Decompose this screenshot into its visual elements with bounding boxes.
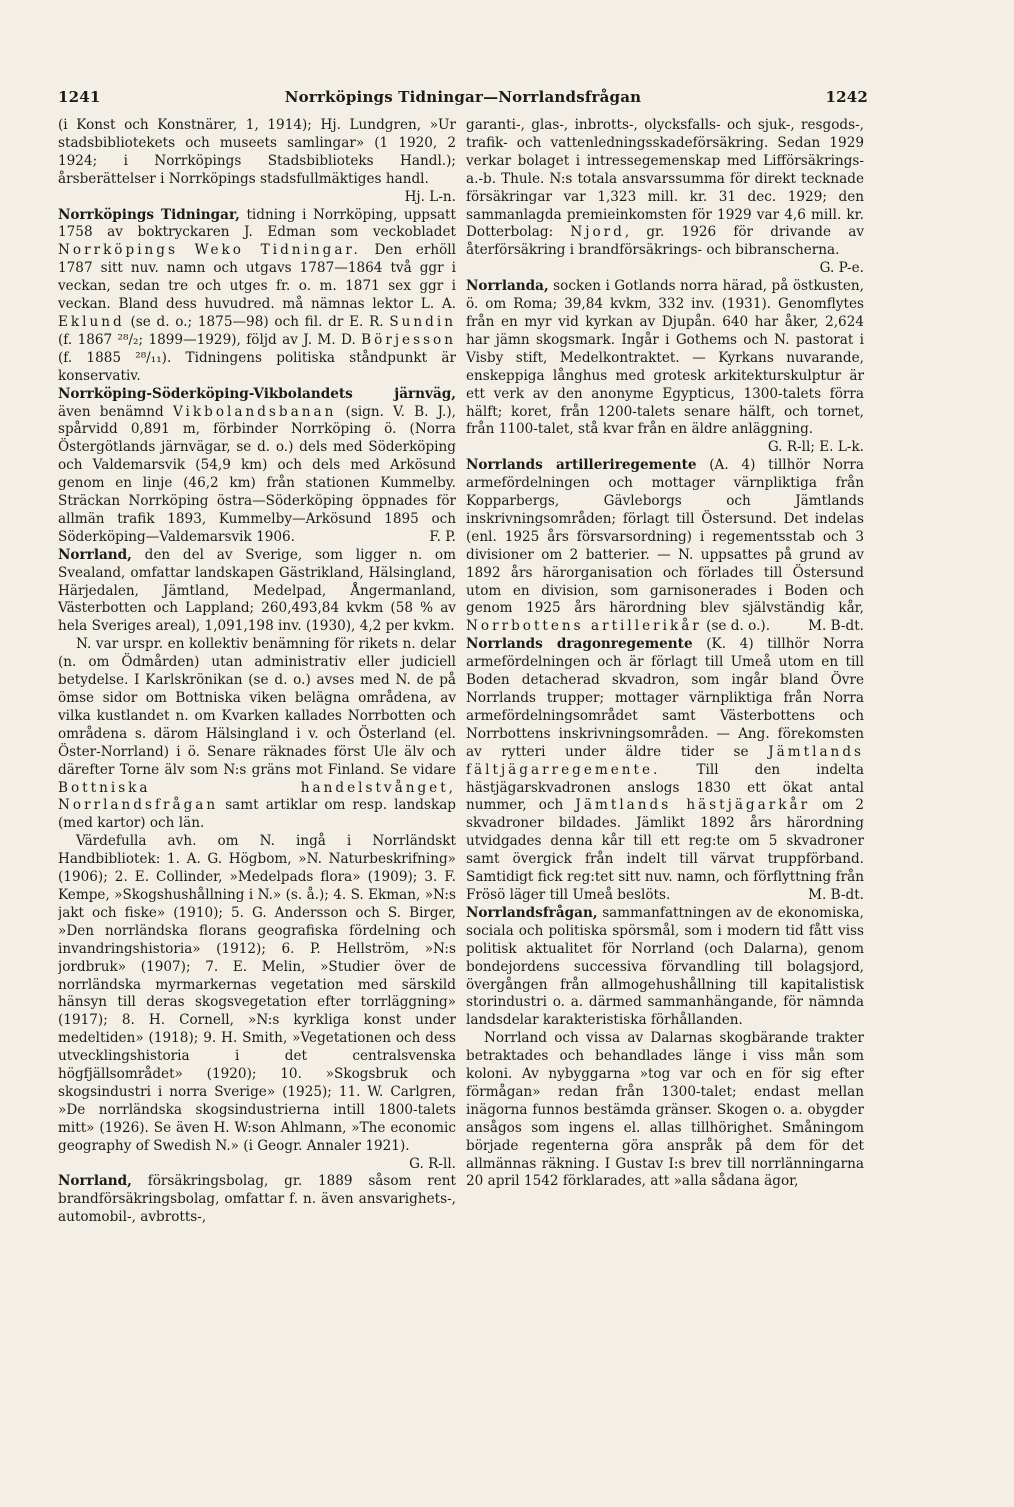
right-column [466, 117, 864, 1457]
headword: Norrland, [58, 546, 132, 563]
page-number-right: 1242 [825, 88, 868, 106]
article-norrlandsfragan-continued: Norrland och vissa av Dalarnas skogbärande trakter betraktades och behandlades länge i viss mån som koloni. Av nybyggarna »tog var och en för sig efter förmågan» redan från 1300-talet; endast mellan inägorna funnos bestämda gränser. Skogen o. a. obygder ansågos som ingens el. allas tillhörighet. Småningom började regenterna göra anspråk på dem för det allmännas räkning. I Gustav I:s brev till norrlänningarna 20 april 1542 förklarades, att »alla sådana ägor, [466, 1030, 864, 1190]
headword: Norrköpings Tidningar, [58, 206, 240, 223]
article-norrlandsfragan: Norrlandsfrågan, sammanfattningen av de ekonomiska, sociala och politiska spörsmål, som i modern tid fått viss politisk aktualitet för Norrland (och Dalarna), genom bondejordens successiva förvandling till bolagsjord, övergången från allmogehushållning till kapitalistisk storindustri o. a. därmed sammanhängande, för nämnda landsdelar karakteristiska förhållanden. [466, 904, 864, 1029]
running-title: Norrköpings Tidningar—Norrlandsfrågan [284, 88, 642, 106]
article-norrland-insurance: Norrland, försäkringsbolag, gr. 1889 såsom rent brandförsäkringsbolag, omfattar f. n. även ansvarighets-, automobil-, avbrotts-, [58, 1173, 456, 1226]
signature: G. R-ll; E. L-k. [767, 439, 864, 456]
signature: M. B-dt. [808, 886, 864, 903]
signature: F. P. [429, 528, 456, 545]
headword: Norrlanda, [466, 278, 549, 295]
signature: G. P-e. [819, 260, 864, 277]
article-norrland-bibliography: Värdefulla avh. om N. ingå i Norrländskt Handbibliotek: 1. A. G. Högbom, »N. Naturbeskrifning» (1906); 2. E. Collinder, »Medelpads flora» (1909); 3. F. Kempe, »Skogshushållning i N.» (s. å.); 4. S. Ekman, »N:s jakt och fiske» (1910); 5. G. Andersson och S. Birger, »Den norrländska florans geografiska fördelning och invandringshistoria» (1912); 6. P. Hellström, »N:s jordbruk» (1907); 7. E. Melin, »Studier över de norrländska myrmarkernas vegetation med särskild hänsyn till deras skogsvegetation efter torrläggning» (1917); 8. H. Cornell, »N:s kyrkliga konst under medeltiden» (1918); 9. H. Smith, »Vegetationen och dess utvecklingshistoria i det centralsvenska högfjällsområdet» (1920); 10. »Skogsbruk och skogsindustri i norra Sverige» (1925); 11. W. Carlgren, »De norrländska skogsindustrierna intill 1800-talets mitt» (1926). Se även H. W:son Ahlmann, »The economic geography of Swedish N.» (i Geogr. Annaler 1921). G. R-ll. [58, 833, 456, 1172]
article-continuation: (i Konst och Konstnärer, 1, 1914); Hj. Lundgren, »Ur stadsbibliotekets och museets samlingar» (1 1920, 2 1924; i Norrköpings Stadsbiblioteks Handl.); årsberättelser i Norrköpings stadsfullmäktiges handl. Hj. L-n. [58, 117, 456, 205]
headword: Norrland, [58, 1173, 132, 1190]
page-header [58, 88, 868, 112]
signature: Hj. L-n. [404, 188, 456, 205]
article-norrland-insurance-continued: garanti-, glas-, inbrotts-, olycksfalls- och sjuk-, resgods-, trafik- och vattenledningsskadeförsäkring. Sedan 1929 verkar bolaget i intressegemenskap med Lifförsäkrings-a.-b. Thule. N:s totala ansvarssumma för direkt tecknade försäkringar var 1,323 mill. kr. 31 dec. 1929; den sammanlagda premieinkomsten för 1929 var 4,6 mill. kr. Dotterbolag: Njord, gr. 1926 för drivande av återförsäkring i brandförsäkrings- och bibranscherna. G. P-e. [466, 117, 864, 277]
article-norrlanda: Norrlanda, socken i Gotlands norra härad, på östkusten, ö. om Roma; 39,84 kvkm, 332 inv. (1931). Genomflytes från en myr vid kyrkan av Djupån. 640 har åker, 2,624 har jämn skogsmark. Ingår i Gothems och N. pastorat i Visby stift, Medelkontraktet. — Kyrkans nuvarande, enskeppiga långhus med grotesk arkitekturskulptur är ett verk av den anonyme Egypticus, 1300-talets förra hälft; koret, från 1200-talets senare hälft, och tornet, från 1100-talet, stå kvar från en äldre anläggning. G. R-ll; E. L-k. [466, 278, 864, 456]
headword: Norrlands dragonregemente [466, 636, 693, 653]
article-dragonregemente: Norrlands dragonregemente (K. 4) tillhör Norra armefördelningen och är förlagt till Umeå utom en till Boden detacherad skvadron, som ingår bland Övre Norrlands trupper; mottager värnpliktiga från Norra armefördelningsområdet samt Västerbottens och Norrbottens inskrivningsområden. — Ang. förekomsten av rytteri under äldre tider se Jämtlands fältjägarregemente. Till den indelta hästjägarskvadronen anslogs 1830 ett ökat antal nummer, och Jämtlands hästjägarkår om 2 skvadroner bildades. Jämlikt 1892 års härordning utvidgades denna kår till ett reg:te om 5 skvadroner samt övergick från indelt till värvat truppförband. Samtidigt fick reg:tet sitt nuv. namn, och förflyttning från Frösö läger till Umeå beslöts. M. B-dt. [466, 636, 864, 903]
article-vikbolandets-jarnvag: Norrköping-Söderköping-Vikbolandets järnväg, även benämnd Vikbolandsbanan (sign. V. B. J.), spårvidd 0,891 m, förbinder Norrköping ö. (Norra Östergötlands järnvägar, se d. o.) dels med Söderköping och Valdemarsvik (54,9 km) och dels med Arkösund genom en linje (46,2 km) från stationen Kummelby. Sträckan Norrköping östra—Söderköping öppnades för allmän trafik 1893, Kummelby—Arkösund 1895 och Söderköping—Valdemarsvik 1906. F. P. [58, 385, 456, 545]
headword: Norrlandsfrågan, [466, 904, 598, 921]
article-norrkopings-tidningar: Norrköpings Tidningar, tidning i Norrköping, uppsatt 1758 av boktryckaren J. Edman som veckobladet Norrköpings Weko Tidningar. Den erhöll 1787 sitt nuv. namn och utgavs 1787—1864 två ggr i veckan, sedan tre och utges fr. o. m. 1871 sex ggr i veckan. Bland dess huvudred. må nämnas lektor L. A. Eklund (se d. o.; 1875—98) och fil. dr E. R. Sundin (f. 1867 ²⁸/₂; 1899—1929), följd av J. M. D. Börjesson (f. 1885 ²⁸/₁₁). Tidningens politiska ståndpunkt är konservativ. [58, 206, 456, 384]
left-column [58, 117, 456, 1457]
headword: Norrlands artilleriregemente [466, 457, 697, 474]
article-artilleriregemente: Norrlands artilleriregemente (A. 4) tillhör Norra armefördelningen och mottager värnpliktiga från Kopparbergs, Gävleborgs och Jämtlands inskrivningsområden; förlagt till Östersund. Det indelas (enl. 1925 års försvarsordning) i regementsstab och 3 divisioner om 2 batterier. — N. uppsattes på grund av 1892 års härorganisation och förlades till Östersund utom en division, som garnisonerades i Boden och genom 1925 års härordning blev självständig kår, Norrbottens artillerikår (se d. o.). M. B-dt. [466, 457, 864, 635]
signature: G. R-ll. [409, 1155, 456, 1172]
signature: M. B-dt. [808, 618, 864, 635]
article-norrland: Norrland, den del av Sverige, som ligger n. om Svealand, omfattar landskapen Gästrikland, Hälsingland, Härjedalen, Jämtland, Medelpad, Ångermanland, Västerbotten och Lappland; 260,493,84 kvkm (58 % av hela Sveriges areal), 1,091,198 inv. (1930), 4,2 per kvkm. [58, 546, 456, 635]
headword: Norrköping-Söderköping-Vikbolandets järnväg, [58, 385, 456, 402]
article-norrland-history: N. var urspr. en kollektiv benämning för rikets n. delar (n. om Ödmården) utan administrativ eller judiciell betydelse. I Karlskrönikan (se d. o.) avses med N. de på ömse sidor om Bottniska viken belägna områdena, av vilka kustlandet n. om Kvarken kallades Norrbotten och områdena s. därom Hälsingland i v. och Österland (el. Öster-Norrland) i ö. Senare räknades först Ule älv och därefter Torne älv som N:s gräns mot Finland. Se vidare Bottniska handelstvånget, Norrlandsfrågan samt artiklar om resp. landskap (med kartor) och län. [58, 636, 456, 832]
page-number-left: 1241 [58, 88, 101, 106]
